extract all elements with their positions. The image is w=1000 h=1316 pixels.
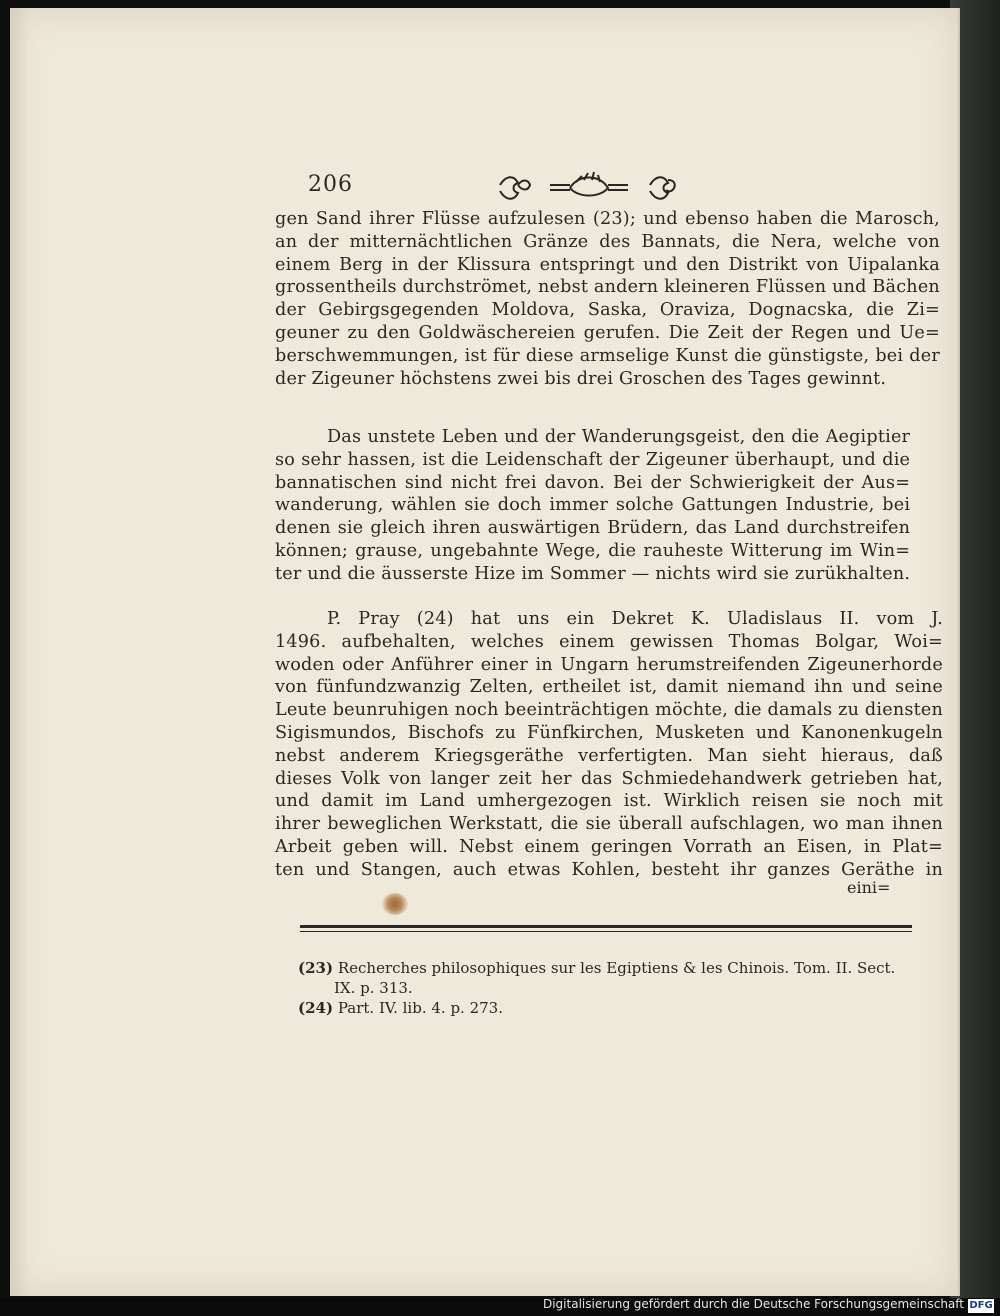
- ink-stain: [382, 893, 408, 915]
- footnote-number: (24): [298, 999, 334, 1017]
- text-line: und damit im Land umhergezogen ist. Wirklich reisen sie noch mit: [275, 791, 943, 812]
- text-line: an der mitternächtlichen Gränze des Bannats, die Nera, welche von: [275, 231, 940, 252]
- text-line: wanderung, wählen sie doch immer solche Gattungen Industrie, bei: [275, 495, 911, 516]
- text-line: bannatischen sind nicht frei davon. Bei der Schwierigkeit der Aus=: [275, 472, 911, 493]
- paragraph: [275, 426, 910, 586]
- rule-thin: [300, 931, 912, 932]
- footnote-text: Part. IV. lib. 4. p. 273.: [337, 999, 503, 1017]
- text-line: Sigismundos, Bischofs zu Fünfkirchen, Musketen und Kanonenkugeln: [275, 722, 943, 743]
- text-line: woden oder Anführer einer in Ungarn herumstreifenden Zigeunerhorde: [275, 654, 943, 675]
- footnotes: [298, 958, 918, 1018]
- text-line: ter und die äusserste Hize im Sommer — nichts wird sie zurükhalten.: [275, 563, 911, 584]
- page-number: 206: [308, 172, 353, 197]
- ornament-icon: [490, 168, 690, 202]
- rule-thick: [300, 925, 912, 928]
- text-line: ihrer beweglichen Werkstatt, die sie überall aufschlagen, wo man ihnen: [275, 814, 943, 835]
- text-line: der Zigeuner höchstens zwei bis drei Groschen des Tages gewinnt.: [275, 368, 887, 389]
- footnote-number: (23): [298, 959, 334, 977]
- page-header: [290, 168, 905, 204]
- text-line: Leute beunruhigen noch beeinträchtigen möchte, die damals zu diensten: [275, 700, 943, 721]
- footnote-separator: [300, 925, 912, 932]
- text-line: können; grause, ungebahnte Wege, die rauheste Witterung im Win=: [275, 540, 911, 561]
- text-line: denen sie gleich ihren auswärtigen Brüdern, das Land durchstreifen: [275, 518, 911, 539]
- text-line: ten und Stangen, auch etwas Kohlen, besteht ihr ganzes Geräthe in: [275, 859, 943, 880]
- footnote-24: [298, 998, 918, 1018]
- paragraph: [275, 208, 940, 390]
- text-line: P. Pray (24) hat uns ein Dekret K. Uladislaus II. vom J.: [327, 609, 943, 629]
- text-line: Das unstete Leben und der Wanderungsgeist, den die Aegiptier: [327, 427, 911, 447]
- text-line: grossentheils durchströmet, nebst andern kleineren Flüssen und Bächen: [275, 277, 940, 298]
- text-line: Arbeit geben will. Nebst einem geringen Vorrath an Eisen, in Plat=: [275, 836, 943, 857]
- text-line: geuner zu den Goldwäschereien gerufen. Die Zeit der Regen und Ue=: [275, 322, 940, 343]
- page-edge: [10, 8, 28, 1296]
- text-line: gen Sand ihrer Flüsse aufzulesen (23); und ebenso haben die Marosch,: [275, 209, 940, 229]
- text-line: einem Berg in der Klissura entspringt und den Distrikt von Uipalanka: [275, 254, 940, 275]
- text-line: berschwemmungen, ist für diese armselige Kunst die günstigste, bei der: [275, 345, 940, 366]
- text-line: der Gebirgsgegenden Moldova, Saska, Oraviza, Dognacska, die Zi=: [275, 300, 940, 321]
- footnote-23: [298, 958, 918, 978]
- text-line: 1496. aufbehalten, welches einem gewissen Thomas Bolgar, Woi=: [275, 631, 943, 652]
- footer-credit: Digitalisierung gefördert durch die Deutsche Forschungsgemeinschaft: [542, 1297, 964, 1311]
- footnote-text: Recherches philosophiques sur les Egiptiens & les Chinois. Tom. II. Sect.: [337, 959, 896, 977]
- paragraph: [275, 608, 943, 882]
- text-line: so sehr hassen, ist die Leidenschaft der Zigeuner überhaupt, und die: [275, 449, 911, 470]
- text-line: nebst anderem Kriegsgeräthe verfertigten. Man sieht hieraus, daß: [275, 745, 943, 766]
- text-line: dieses Volk von langer zeit her das Schmiedehandwerk getrieben hat,: [275, 768, 943, 789]
- dfg-logo: DFG: [969, 1300, 993, 1311]
- text-line: von fünfundzwanzig Zelten, ertheilet ist, damit niemand ihn und seine: [275, 677, 943, 698]
- catchword: eini=: [847, 878, 891, 897]
- footnote-23-continued: IX. p. 313.: [334, 979, 413, 997]
